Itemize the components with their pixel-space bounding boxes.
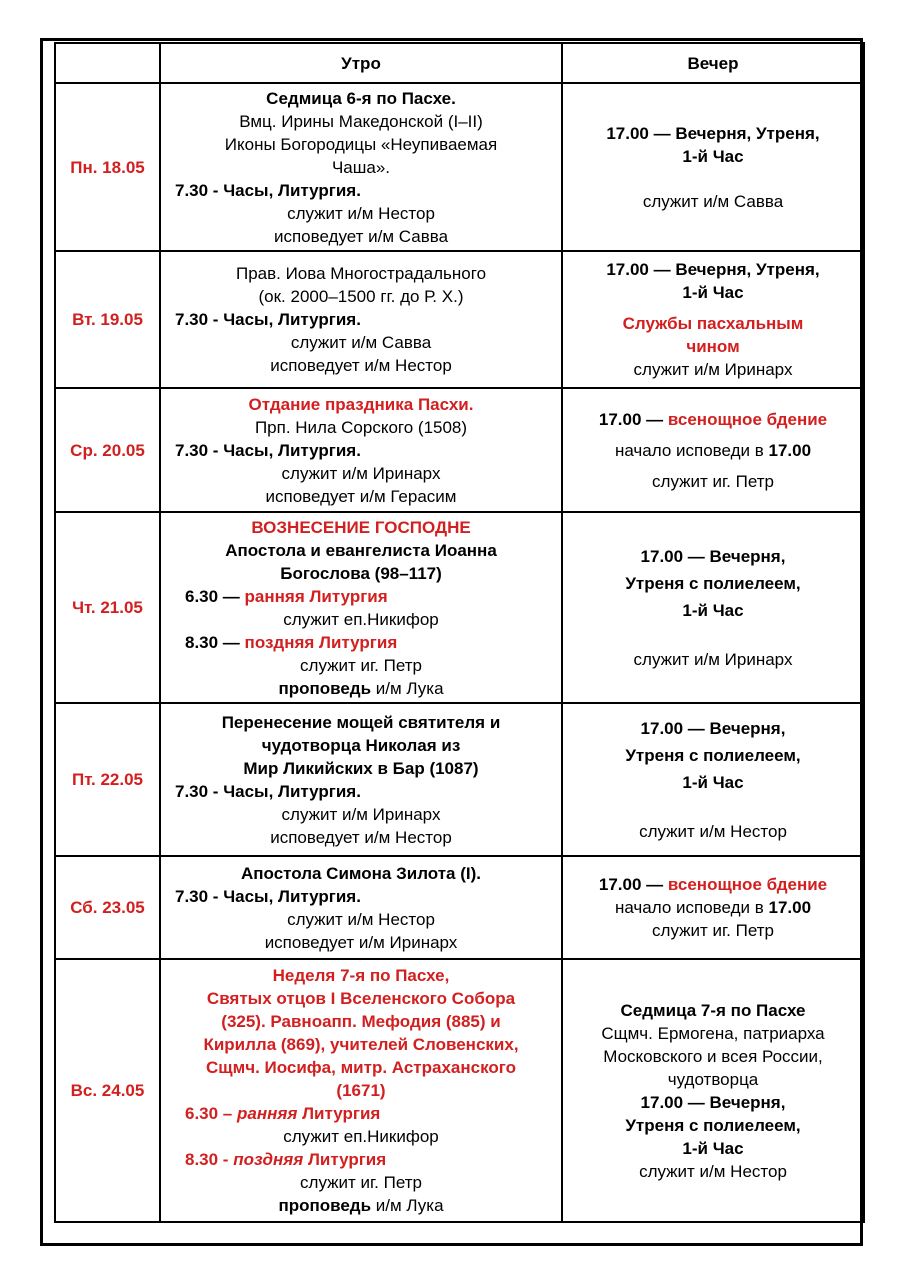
service-name: поздняя Литургия — [244, 632, 398, 652]
feast-line: Прп. Нила Сорского (1508) — [254, 417, 468, 437]
evening-service: 1-й Час — [682, 146, 744, 166]
day-label: Чт. 21.05 — [55, 512, 160, 703]
evening-service: Утреня с полиелеем, — [625, 1115, 801, 1135]
serving-priest: служит еп.Никифор — [283, 1127, 439, 1146]
service-time: 8.30 - — [185, 1150, 229, 1169]
confessor: исповедует и/м Герасим — [265, 486, 457, 506]
header-row — [55, 43, 864, 83]
serving-priest: служит и/м Иринарх — [633, 649, 793, 669]
header-day — [55, 43, 160, 83]
service-time: 7.30 - Часы, Литургия. — [175, 886, 361, 906]
evening-cell — [562, 251, 864, 388]
feast-line: (325). Равноапп. Мефодия (885) и — [221, 1012, 501, 1031]
table-row — [55, 251, 864, 388]
feast-title: ВОЗНЕСЕНИЕ ГОСПОДНЕ — [251, 517, 471, 537]
sermon-label: проповедь — [278, 1196, 372, 1215]
evening-cell — [562, 703, 864, 856]
feast-line: Апостола Симона Зилота (I). — [240, 863, 482, 883]
table-row — [55, 388, 864, 512]
feast-title: Отдание праздника Пасхи. — [248, 394, 474, 414]
evening-cell — [562, 959, 864, 1222]
morning-cell — [160, 512, 562, 703]
feast-title: Седмица 7-я по Пасхе — [620, 1000, 806, 1020]
service-time: 8.30 — — [185, 632, 240, 652]
serving-priest: служит и/м Савва — [290, 333, 432, 352]
feast-line: чудотворца Николая из — [261, 735, 461, 755]
confessor: исповедует и/м Савва — [273, 226, 449, 246]
evening-service: 17.00 — Вечерня, — [640, 546, 786, 566]
feast-line: Сщмч. Иосифа, митр. Астраханского — [206, 1058, 516, 1077]
table-row — [55, 703, 864, 856]
paschal-note: Службы пасхальным — [622, 314, 804, 333]
serving-priest: служит и/м Нестор — [287, 203, 435, 223]
serving-priest: служит еп.Никифор — [283, 609, 439, 629]
evening-cell — [562, 83, 864, 251]
service-time: 7.30 - Часы, Литургия. — [175, 440, 361, 460]
service-name: ранняя — [237, 1104, 298, 1123]
evening-service: 1-й Час — [682, 1138, 744, 1158]
service-name: поздняя — [233, 1150, 304, 1169]
feast-line: Святых отцов I Вселенского Собора — [206, 989, 516, 1008]
serving-priest: служит и/м Иринарх — [281, 463, 441, 483]
feast-line: Вмц. Ирины Македонской (I–II) — [239, 111, 483, 131]
service-name-rest: Литургия — [297, 1104, 381, 1123]
evening-service: 17.00 — Вечерня, — [640, 718, 786, 738]
feast-line: Мир Ликийских в Бар (1087) — [243, 758, 479, 778]
feast-title: Седмица 6-я по Пасхе. — [266, 88, 456, 108]
table-row — [55, 959, 864, 1222]
day-label: Сб. 23.05 — [55, 856, 160, 959]
service-time: 7.30 - Часы, Литургия. — [175, 310, 361, 329]
schedule-table — [54, 42, 865, 1223]
serving-priest: служит иг. Петр — [300, 1173, 422, 1192]
morning-cell — [160, 959, 562, 1222]
header-morning: Утро — [160, 43, 562, 83]
evening-service: Утреня с полиелеем, — [625, 573, 801, 593]
day-label: Вс. 24.05 — [55, 959, 160, 1222]
serving-priest: служит иг. Петр — [652, 921, 774, 940]
feast-line: Иконы Богородицы «Неупиваемая — [224, 134, 498, 154]
morning-cell — [160, 83, 562, 251]
day-label: Вт. 19.05 — [55, 251, 160, 388]
serving-priest: служит иг. Петр — [300, 655, 422, 675]
serving-priest: служит и/м Иринарх — [281, 804, 441, 824]
feast-line: Кирилла (869), учителей Словенских, — [203, 1035, 519, 1054]
evening-service: 1-й Час — [682, 283, 744, 302]
evening-cell — [562, 388, 864, 512]
feast-line: Сщмч. Ермогена, патриарха — [601, 1023, 825, 1043]
confession-start: начало исповеди в — [614, 898, 764, 917]
evening-cell — [562, 512, 864, 703]
evening-service: 17.00 — Вечерня, — [640, 1092, 786, 1112]
table-row — [55, 512, 864, 703]
feast-line: Московского и всея России, — [603, 1046, 823, 1066]
evening-time: 17.00 — — [598, 409, 664, 429]
feast-title: Неделя 7-я по Пасхе, — [272, 966, 450, 985]
evening-time: 17.00 — — [598, 875, 664, 894]
feast-line: Чаша». — [331, 157, 391, 177]
service-time: 7.30 - Часы, Литургия. — [175, 781, 361, 801]
evening-service: 17.00 — Вечерня, Утреня, — [606, 123, 820, 143]
confessor: исповедует и/м Нестор — [270, 827, 452, 847]
feast-line: Апостола и евангелиста Иоанна — [225, 540, 497, 560]
confessor: исповедует и/м Иринарх — [264, 932, 458, 952]
service-time: 6.30 — — [185, 586, 240, 606]
serving-priest: служит и/м Савва — [642, 191, 784, 211]
serving-priest: служит и/м Нестор — [639, 821, 787, 841]
confession-time: 17.00 — [768, 440, 812, 460]
service-name-rest: Литургия — [303, 1150, 387, 1169]
feast-line: чудотворца — [667, 1069, 759, 1089]
day-label: Ср. 20.05 — [55, 388, 160, 512]
feast-line: (ок. 2000–1500 гг. до Р. Х.) — [258, 287, 464, 306]
evening-service: 1-й Час — [682, 772, 744, 792]
confession-time: 17.00 — [768, 898, 812, 917]
header-evening: Вечер — [562, 43, 864, 83]
vigil-label: всенощное бдение — [667, 875, 828, 894]
morning-cell — [160, 856, 562, 959]
serving-priest: служит иг. Петр — [652, 471, 774, 491]
day-label: Пт. 22.05 — [55, 703, 160, 856]
evening-service: 17.00 — Вечерня, Утреня, — [606, 260, 820, 279]
serving-priest: служит и/м Нестор — [639, 1161, 787, 1181]
serving-priest: служит и/м Иринарх — [633, 360, 793, 379]
sermon-label: проповедь — [278, 678, 372, 698]
preacher: и/м Лука — [375, 678, 444, 698]
feast-line: Богослова (98–117) — [280, 563, 442, 583]
confessor: исповедует и/м Нестор — [270, 356, 452, 375]
vigil-label: всенощное бдение — [667, 409, 828, 429]
paschal-note: чином — [686, 337, 740, 356]
service-time: 6.30 – — [185, 1104, 233, 1123]
service-time: 7.30 - Часы, Литургия. — [175, 180, 361, 200]
morning-cell — [160, 703, 562, 856]
morning-cell — [160, 388, 562, 512]
preacher: и/м Лука — [375, 1196, 444, 1215]
evening-cell — [562, 856, 864, 959]
evening-service: 1-й Час — [682, 600, 744, 620]
feast-line: Перенесение мощей святителя и — [221, 712, 501, 732]
serving-priest: служит и/м Нестор — [287, 909, 435, 929]
feast-line: Прав. Иова Многострадального — [235, 264, 487, 283]
table-row — [55, 856, 864, 959]
morning-cell — [160, 251, 562, 388]
service-name: ранняя Литургия — [244, 586, 388, 606]
feast-line: (1671) — [336, 1081, 386, 1100]
evening-service: Утреня с полиелеем, — [625, 745, 801, 765]
confession-start: начало исповеди в — [614, 440, 764, 460]
day-label: Пн. 18.05 — [55, 83, 160, 251]
table-row — [55, 83, 864, 251]
